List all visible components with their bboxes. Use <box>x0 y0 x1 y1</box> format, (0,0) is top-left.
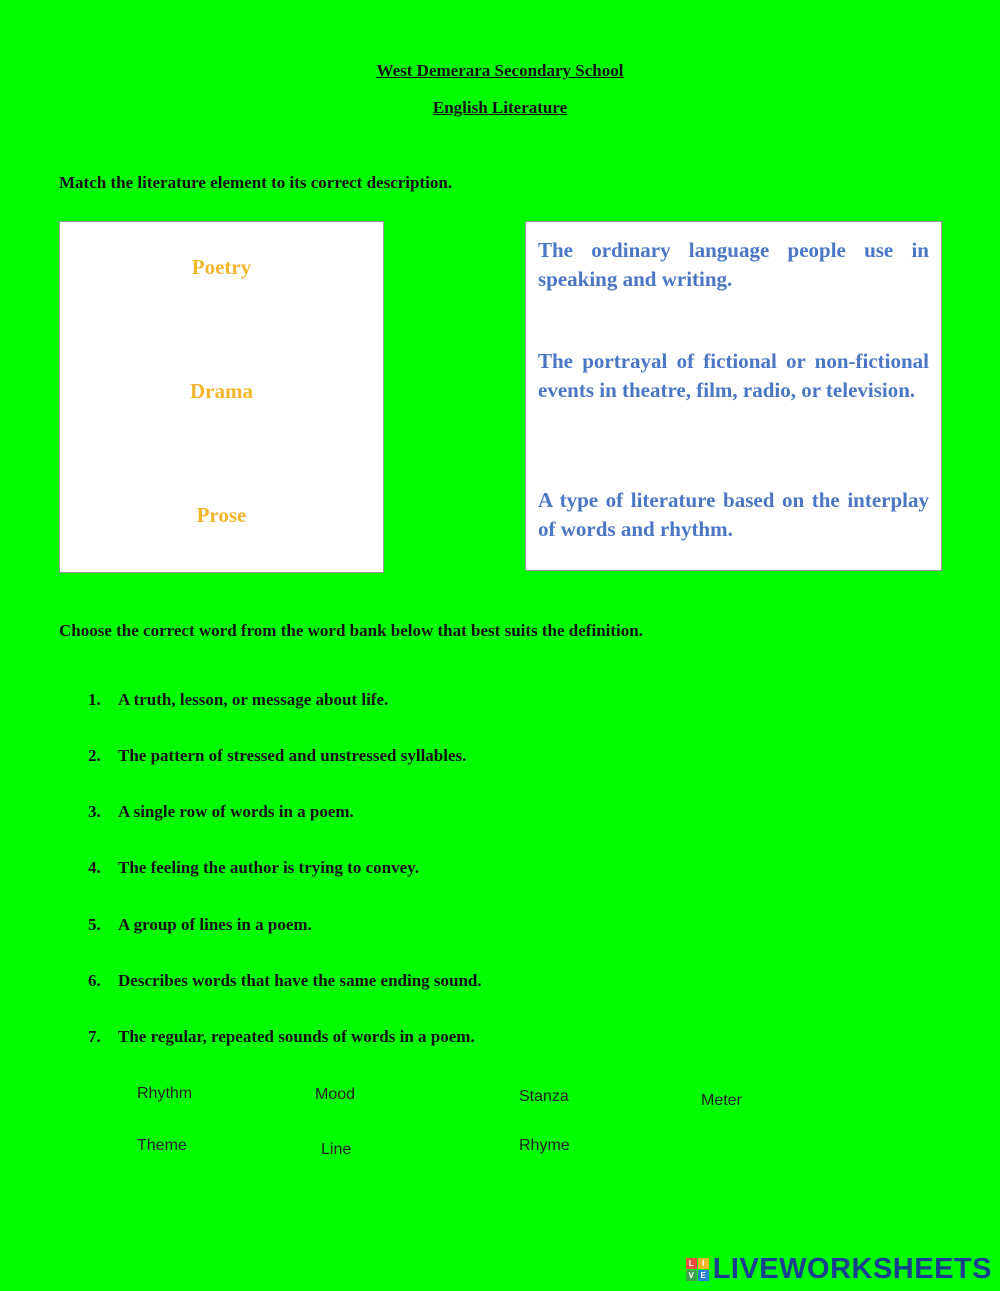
word-bank-rhythm[interactable]: Rhythm <box>137 1085 193 1102</box>
definition-number: 4. <box>88 858 101 877</box>
logo-tile: I <box>698 1258 709 1269</box>
definition-text: The regular, repeated sounds of words in a poem. <box>118 1027 475 1046</box>
word-bank-meter[interactable]: Meter <box>701 1092 742 1109</box>
definition-text: A group of lines in a poem. <box>118 915 312 934</box>
definition-number: 7. <box>88 1027 101 1046</box>
logo-tiles-icon <box>686 1258 709 1281</box>
definitions-instruction: Choose the correct word from the word bank below that best suits the definition. <box>59 621 643 640</box>
descriptions-box <box>525 221 942 571</box>
definition-item <box>88 1027 475 1047</box>
word-bank-mood[interactable]: Mood <box>315 1086 356 1103</box>
description-item[interactable]: A type of literature based on the interplay of words and rhythm. <box>538 488 929 541</box>
definition-item <box>88 971 482 991</box>
elements-box <box>59 221 384 573</box>
school-title: West Demerara Secondary School <box>376 61 624 80</box>
definition-text: The pattern of stressed and unstressed syllables. <box>118 746 467 765</box>
definition-number: 1. <box>88 690 101 709</box>
matching-instruction: Match the literature element to its correct description. <box>59 173 453 192</box>
definition-number: 2. <box>88 746 101 765</box>
logo-tile: V <box>686 1270 697 1281</box>
logo-tile: L <box>686 1258 697 1269</box>
element-prose[interactable]: Prose <box>196 503 247 527</box>
description-item[interactable]: The portrayal of fictional or non-fictional events in theatre, film, radio, or television. <box>538 349 929 402</box>
word-bank-line[interactable]: Line <box>321 1141 352 1158</box>
definition-item <box>88 746 466 766</box>
definition-item <box>88 690 388 710</box>
word-bank-stanza[interactable]: Stanza <box>519 1088 569 1105</box>
definition-number: 5. <box>88 915 101 934</box>
logo-tile: E <box>698 1270 709 1281</box>
brand-name: LIVEWORKSHEETS <box>712 1252 992 1285</box>
definition-text: Describes words that have the same ending sound. <box>118 971 482 990</box>
definition-text: A single row of words in a poem. <box>118 802 354 821</box>
definition-number: 6. <box>88 971 101 990</box>
definition-item <box>88 915 312 935</box>
definition-number: 3. <box>88 802 101 821</box>
subject-title: English Literature <box>432 98 568 117</box>
word-bank-rhyme[interactable]: Rhyme <box>519 1137 570 1154</box>
word-bank-theme[interactable]: Theme <box>137 1137 187 1154</box>
description-item[interactable]: The ordinary language people use in speaking and writing. <box>538 238 929 291</box>
definition-text: A truth, lesson, or message about life. <box>118 690 389 709</box>
element-drama[interactable]: Drama <box>190 379 253 403</box>
definition-item <box>88 802 354 822</box>
definition-text: The feeling the author is trying to convey. <box>118 858 419 877</box>
liveworksheets-logo <box>686 1253 992 1285</box>
definition-item <box>88 858 419 878</box>
element-poetry[interactable]: Poetry <box>191 255 252 279</box>
